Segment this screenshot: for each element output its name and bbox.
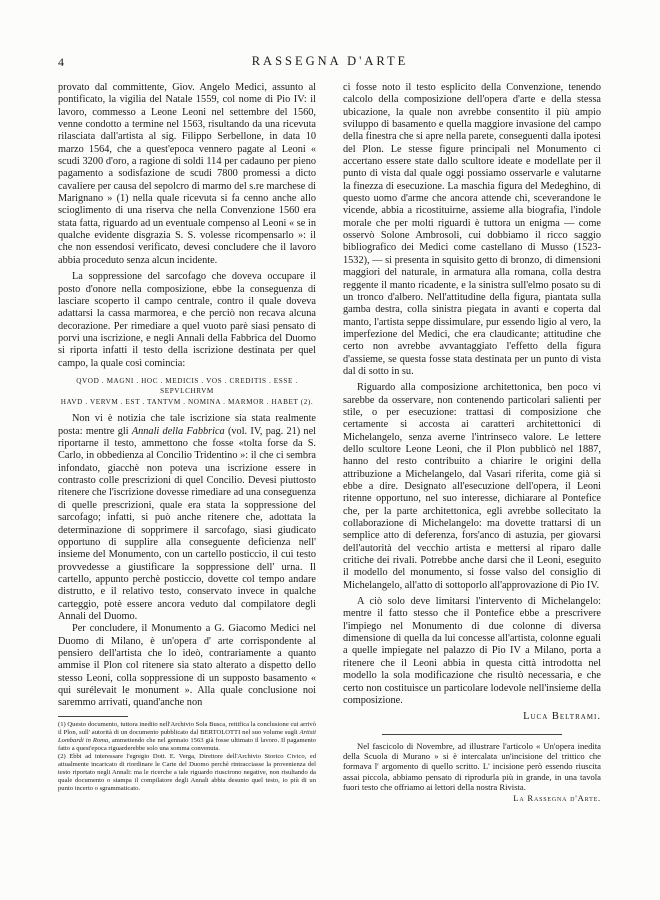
- editorial-signature-wrap: [343, 793, 601, 803]
- inscription: [58, 376, 316, 408]
- footnote-1-title: Artisti Lombardi in Roma: [58, 728, 316, 744]
- footnote-1-b: , ammettendo che nel gennaio 1563 già fosse ultimato il lavoro. Il pagamento fatto a quest'epoca riguarderebbe solo una somma convenuta.: [58, 736, 316, 752]
- left-column: [58, 82, 316, 794]
- right-paragraph-2: Riguardo alla composizione architettonica, ben poco vi sarebbe da osservare, non contenendo particolari salienti per stile, o per esecuzione: trattasi di composizione che certamente si accosta ai caratteri architettonici di Michelangelo, senza averne l'intrinseco valore. Le lettere dello scultore Leone Leoni, che il Plon pubblicò nel 1887, hanno del resto contribuito a chiarire le origini della attribuzione a Michelangelo, dal Vasari riferita, come già si ebbe a dire. Designato all'esecuzione dell'opera, il Leoni ritenne opportuno, nel suo interesse, dichiarare al Pontefice che, per la parte architettonica, egli avrebbe sollecitato la collaborazione di Michelangelo: ma dovette trattarsi di un semplice atto di deferenza, fors'anco di astuzia, per giovarsi dell'autorità del vecchio artista e mettersi al riparo dalle critiche dei rivali. Potrebbe anche darsi che il Leoni, eseguito il modello del monumento, si fosse valso del consiglio di Michelangelo, all'atto di sottoporlo all'approvazione di Pio IV.: [343, 382, 601, 591]
- right-paragraph-1: ci fosse noto il testo esplicito della Convenzione, tenendo calcolo della composizione dell'opera d'arte e della stessa ubicazione, la quale non avrebbe consentito il più ampio sviluppo di basamento e quella maggiore invasione del campo della finestra che si apre nella parete, conseguenti dalla ipotesi del Plon. Le stesse figure principali nel Monumento ci accertano essere state dallo scultore ideate e modellate per il punto di vista dal quale oggi possiamo osservarle e valutarne la finezza di esecuzione. La maschia figura del Medeghino, di questo uomo d'arme che ancora attende chi, sceverandone le vicende, abbia a ricostituirne, assieme alla biografia, l'indole morale che per molti riguardi è tuttora un enigma — come osservò Solone Ambrosoli, cui dobbiamo il ricco saggio bibliografico dei Medici come castellano di Musso (1523-1532), — si presenta in squisito getto di bronzo, di dimensioni maggiori del naturale, in armatura alla romana, colla destra reggente il manto ricadente, e la sinistra sull'elmo posato su di un tronco d'albero. Nell'attitudine della figura, piantata sulla gamba destra, colla sinistra piegata in avanti e coperta dal manto, l'artista seppe dissimulare, pur essendo ligio al vero, la imperfezione del Medici, che era claudicante; attitudine che certo non avrebbe avvantaggiato l'effetto della figura d'assieme, se questa fosse stata destinata per un punto di vista dal di sotto in su.: [343, 82, 601, 377]
- author-signature: Luca Beltrami.: [523, 711, 601, 723]
- section-rule: [382, 734, 562, 735]
- editorial-note: Nel fascicolo di Novembre, ad illustrare l'articolo « Un'opera inedita della Scuola di Murano » si è intercalata un'incisione del trittico che formava l' argomento di quello scritto. L' incisione però essendo riuscita assai piccola, abbiamo pensato di riprodurla più in grande, in una tavola fuori testo che offriamo ai lettori della nostra Rivista.: [343, 740, 601, 793]
- inscription-line-2: HAVD . VERVM . EST . TANTVM . NOMINA . MARMOR . HABET (2).: [60, 397, 314, 406]
- running-title: RASSEGNA D'ARTE: [251, 54, 409, 68]
- left-paragraph-4: Per concludere, il Monumento a G. Giacomo Medici nel Duomo di Milano, è un'opera d' arte corrispondente al pensiero dell'artista che lo ideò, contrariamente a quanto ammise il Plon col ritenere sia stato alterato a dispetto dello stesso Leoni, colla soppressione di un supposto basamento « qui surélevait le monument ». Alla quale conclusione noi saremmo arrivati, quand'anche non: [58, 623, 316, 709]
- right-column: [343, 82, 601, 803]
- footnote-1-a: (1) Questo documento, tuttora inedito nell'Archivio Sola Busca, rettifica la conclusione cui arrivò il Plon, sull' autorità di un documento pubblicato dal BERTOLOTTI nel suo volume sugli: [58, 720, 316, 736]
- left-paragraph-1: provato dal committente, Giov. Angelo Medici, assunto al pontificato, la vigilia del Natale 1559, col nome di Pio IV: il lavoro, commesso a Leone Leoni nel settembre del 1560, venne condotto a termine nel 1563, risultando da una ricevuta rilasciata dall'artista al sig. Filippo Serbellone, in data 10 marzo 1564, che a quest'epoca vennero pagate al Leoni « scudi 3200 d'oro, a ragione di soldi 114 per cadauno per pieno pagamento a sodisfazione de scudi 7800 promessi a dicto cavaliere per causa del sepolcro di marmo del s.re marchese di Marignano » (1) nella quale ricevuta si fa cenno anche allo scioglimento di una riserva che nella Convenzione 1560 era stata fatta, riguardo ad un eventuale compenso al Leoni « se in qualche evidente disgrazia S. S. volesse ricompensarlo »: il che non essendosi verificato, devesi concludere che il lavoro abbia proceduto senza alcun incidente.: [58, 82, 316, 266]
- left-paragraph-3-b: (vol. IV, pag. 21) nel riportarne il testo, ammettono che fosse «tolta forse da S. Carlo, in obbedienza al Concilio Tridentino »: il che ci sembra infondato, giacchè non poteva una iscrizione essere in contrasto colle prescrizioni di quel Concilio. Devesi piuttosto ritenere che l'iscrizione dovesse rimediare ad una conseguenza di quelle prescrizioni, quale era stata la soppressione del sarcofago; infatti, si può anche ritenere che, adottata la determinazione di sopprimere il sarcofago, siasi giudicato opportuno di supplire alla conseguente deficienza nell' insieme del Monumento, con un cartello posticcio, il cui testo provvedesse a giustificare la soppressione dell' urna. Il cartello, appunto perchè posticcio, dovette col tempo andare distrutto, e il relativo testo, conservato invece in qualche carteggio, potè essere ancora veduto dal compilatore degli Annali del Duomo.: [58, 425, 317, 622]
- annali-title: Annali della Fabbrica: [131, 425, 225, 437]
- inscription-line-1: QVOD . MAGNI . HOC . MEDICIS . VOS . CREDITIS . ESSE . SEPVLCHRVM: [76, 376, 298, 396]
- page-number: 4: [58, 55, 64, 69]
- left-paragraph-3-a: Non vi è notizia che tale iscrizione sia stata realmente posta: mentre gli: [58, 413, 316, 437]
- left-paragraph-3: [58, 413, 316, 623]
- footnote-1: [58, 721, 316, 753]
- footnote-rule: [58, 716, 128, 717]
- footnote-2: (2) Ebbi ad interessare l'egregio Dott. E. Verga, Direttore dell'Archivio Storico Civico, ed attualmente incaricato di riordinare le Carte del Duomo perchè rintracciasse la provenienza del testo riportato negli Annali: ma le ricerche a tale riguardo riuscirono negative, non risultando da quale documento o stampa il compilatore degli Annali abbia desunto quel testo, io più di un punto incerto o sgrammaticato.: [58, 753, 316, 793]
- editorial-signature: La Rassegna d'Arte.: [513, 792, 601, 803]
- right-paragraph-3: A ciò solo deve limitarsi l'intervento di Michelangelo: mentre il fatto stesso che il Pontefice ebbe a prescrivere l'impiego nel Monumento di due colonne di diversa dimensione di quella da lui concesse all'artista, colonne eguali a quelle impiegate nel palazzo di Pio IV a Milano, porta a ritenere che il Leoni abbia in questa città introdotta nel modello la sola modificazione che risultò necessaria, e che certo non costituisce un particolare lodevole nell'insieme della composizione.: [343, 596, 601, 706]
- left-paragraph-2: La soppressione del sarcofago che doveva occupare il posto d'onore nella composizione, ebbe la conseguenza di lasciare scoperto il campo centrale, contro il quale doveva adattarsi la cassa marmorea, e che perciò non recava alcuna decorazione. Per rimediare a quel vuoto parè siasi pensato di porvi una iscrizione, e negli Annali della Fabbrica del Duomo si riporta infatti il testo della iscrizione destinata per quel campo, la quale così comincia:: [58, 271, 316, 369]
